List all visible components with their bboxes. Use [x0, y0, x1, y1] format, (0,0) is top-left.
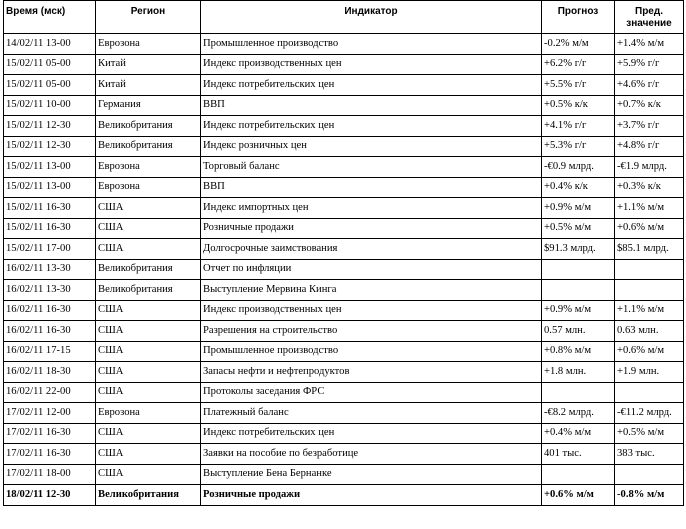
cell-region: США: [96, 362, 201, 383]
cell-previous: +4.8% г/г: [615, 136, 684, 157]
cell-time: 17/02/11 18-00: [4, 464, 96, 485]
cell-time: 15/02/11 16-30: [4, 198, 96, 219]
cell-indicator: Отчет по инфляции: [201, 259, 542, 280]
cell-time: 17/02/11 12-00: [4, 403, 96, 424]
cell-previous: +1.9 млн.: [615, 362, 684, 383]
cell-indicator: Промышленное производство: [201, 341, 542, 362]
cell-forecast: +0.4% м/м: [542, 423, 615, 444]
cell-previous: +3.7% г/г: [615, 116, 684, 137]
cell-indicator: ВВП: [201, 95, 542, 116]
cell-previous: +4.6% г/г: [615, 75, 684, 96]
cell-region: Великобритания: [96, 259, 201, 280]
cell-previous: $85.1 млрд.: [615, 239, 684, 260]
cell-region: Еврозона: [96, 177, 201, 198]
cell-indicator: Выступление Мервина Кинга: [201, 280, 542, 301]
cell-forecast: $91.3 млрд.: [542, 239, 615, 260]
table-row: [4, 116, 684, 137]
cell-previous: +0.5% м/м: [615, 423, 684, 444]
cell-indicator: Запасы нефти и нефтепродуктов: [201, 362, 542, 383]
table-row: [4, 34, 684, 55]
cell-time: 16/02/11 13-30: [4, 280, 96, 301]
cell-forecast: [542, 382, 615, 403]
cell-forecast: +0.5% к/к: [542, 95, 615, 116]
cell-time: 16/02/11 17-15: [4, 341, 96, 362]
cell-region: Великобритания: [96, 116, 201, 137]
cell-previous: 0.63 млн.: [615, 321, 684, 342]
cell-time: 15/02/11 12-30: [4, 136, 96, 157]
table-row: [4, 54, 684, 75]
cell-forecast: +5.3% г/г: [542, 136, 615, 157]
cell-time: 15/02/11 16-30: [4, 218, 96, 239]
cell-forecast: 401 тыс.: [542, 444, 615, 465]
cell-previous: -€1.9 млрд.: [615, 157, 684, 178]
cell-forecast: +4.1% г/г: [542, 116, 615, 137]
cell-indicator: Индекс потребительских цен: [201, 75, 542, 96]
table-row: [4, 444, 684, 465]
cell-forecast: 0.57 млн.: [542, 321, 615, 342]
cell-previous: +0.7% к/к: [615, 95, 684, 116]
cell-forecast: +0.9% м/м: [542, 300, 615, 321]
cell-forecast: +0.5% м/м: [542, 218, 615, 239]
cell-previous: +0.6% м/м: [615, 218, 684, 239]
cell-previous: -€11.2 млрд.: [615, 403, 684, 424]
cell-previous: +0.3% к/к: [615, 177, 684, 198]
cell-region: Великобритания: [96, 485, 201, 506]
cell-region: Великобритания: [96, 136, 201, 157]
cell-region: Китай: [96, 54, 201, 75]
cell-region: США: [96, 321, 201, 342]
table-row: [4, 485, 684, 506]
cell-region: США: [96, 239, 201, 260]
cell-previous: [615, 259, 684, 280]
cell-indicator: ВВП: [201, 177, 542, 198]
table-row: [4, 177, 684, 198]
cell-region: США: [96, 464, 201, 485]
cell-region: Еврозона: [96, 403, 201, 424]
cell-forecast: -0.2% м/м: [542, 34, 615, 55]
column-header-previous-line2: значение: [626, 18, 672, 29]
table-row: [4, 300, 684, 321]
cell-forecast: +0.9% м/м: [542, 198, 615, 219]
cell-indicator: Индекс производственных цен: [201, 54, 542, 75]
table-header-row: [4, 1, 684, 34]
table-row: [4, 75, 684, 96]
cell-time: 18/02/11 12-30: [4, 485, 96, 506]
table-row: [4, 280, 684, 301]
cell-region: США: [96, 382, 201, 403]
cell-indicator: Выступление Бена Бернанке: [201, 464, 542, 485]
cell-time: 17/02/11 16-30: [4, 444, 96, 465]
cell-region: Великобритания: [96, 280, 201, 301]
cell-region: США: [96, 300, 201, 321]
table-row: [4, 382, 684, 403]
cell-previous: +1.4% м/м: [615, 34, 684, 55]
cell-time: 14/02/11 13-00: [4, 34, 96, 55]
cell-indicator: Промышленное производство: [201, 34, 542, 55]
cell-time: 15/02/11 12-30: [4, 116, 96, 137]
cell-region: США: [96, 444, 201, 465]
cell-forecast: [542, 280, 615, 301]
table-row: [4, 198, 684, 219]
column-header-indicator: Индикатор: [201, 1, 542, 34]
table-row: [4, 239, 684, 260]
table-body: [4, 34, 684, 506]
economic-calendar: [3, 0, 683, 506]
cell-previous: [615, 382, 684, 403]
column-header-time: Время (мск): [4, 1, 96, 34]
cell-time: 15/02/11 10-00: [4, 95, 96, 116]
cell-indicator: Торговый баланс: [201, 157, 542, 178]
table-row: [4, 136, 684, 157]
cell-forecast: +0.4% к/к: [542, 177, 615, 198]
table-row: [4, 423, 684, 444]
cell-region: США: [96, 341, 201, 362]
cell-previous: +0.6% м/м: [615, 341, 684, 362]
column-header-forecast: Прогноз: [542, 1, 615, 34]
table-row: [4, 403, 684, 424]
cell-forecast: -€8.2 млрд.: [542, 403, 615, 424]
cell-region: Еврозона: [96, 34, 201, 55]
cell-forecast: +0.8% м/м: [542, 341, 615, 362]
cell-indicator: Розничные продажи: [201, 218, 542, 239]
cell-time: 16/02/11 16-30: [4, 300, 96, 321]
cell-previous: 383 тыс.: [615, 444, 684, 465]
table-row: [4, 321, 684, 342]
cell-previous: +5.9% г/г: [615, 54, 684, 75]
cell-forecast: +1.8 млн.: [542, 362, 615, 383]
cell-region: США: [96, 218, 201, 239]
cell-indicator: Заявки на пособие по безработице: [201, 444, 542, 465]
cell-indicator: Протоколы заседания ФРС: [201, 382, 542, 403]
cell-region: Китай: [96, 75, 201, 96]
cell-previous: +1.1% м/м: [615, 300, 684, 321]
cell-indicator: Платежный баланс: [201, 403, 542, 424]
column-header-previous-line1: Пред.: [635, 6, 663, 17]
cell-time: 15/02/11 05-00: [4, 54, 96, 75]
cell-time: 16/02/11 16-30: [4, 321, 96, 342]
cell-indicator: Индекс производственных цен: [201, 300, 542, 321]
cell-indicator: Индекс импортных цен: [201, 198, 542, 219]
cell-time: 15/02/11 17-00: [4, 239, 96, 260]
table-row: [4, 218, 684, 239]
cell-indicator: Индекс потребительских цен: [201, 116, 542, 137]
cell-indicator: Индекс розничных цен: [201, 136, 542, 157]
column-header-region: Регион: [96, 1, 201, 34]
cell-indicator: Индекс потребительских цен: [201, 423, 542, 444]
cell-time: 16/02/11 18-30: [4, 362, 96, 383]
cell-time: 15/02/11 05-00: [4, 75, 96, 96]
cell-time: 15/02/11 13-00: [4, 177, 96, 198]
cell-previous: [615, 464, 684, 485]
cell-forecast: [542, 259, 615, 280]
cell-time: 16/02/11 13-30: [4, 259, 96, 280]
cell-forecast: -€0.9 млрд.: [542, 157, 615, 178]
cell-region: Еврозона: [96, 157, 201, 178]
economic-calendar-table: [3, 0, 684, 506]
cell-forecast: [542, 464, 615, 485]
cell-region: США: [96, 423, 201, 444]
table-row: [4, 95, 684, 116]
cell-region: США: [96, 198, 201, 219]
cell-previous: [615, 280, 684, 301]
cell-indicator: Розничные продажи: [201, 485, 542, 506]
cell-time: 16/02/11 22-00: [4, 382, 96, 403]
table-row: [4, 259, 684, 280]
cell-time: 15/02/11 13-00: [4, 157, 96, 178]
table-row: [4, 362, 684, 383]
cell-indicator: Долгосрочные заимствования: [201, 239, 542, 260]
cell-previous: -0.8% м/м: [615, 485, 684, 506]
table-row: [4, 157, 684, 178]
cell-indicator: Разрешения на строительство: [201, 321, 542, 342]
cell-forecast: +5.5% г/г: [542, 75, 615, 96]
cell-forecast: +0.6% м/м: [542, 485, 615, 506]
table-row: [4, 341, 684, 362]
cell-forecast: +6.2% г/г: [542, 54, 615, 75]
cell-time: 17/02/11 16-30: [4, 423, 96, 444]
table-row: [4, 464, 684, 485]
column-header-previous: [615, 1, 684, 34]
cell-previous: +1.1% м/м: [615, 198, 684, 219]
cell-region: Германия: [96, 95, 201, 116]
